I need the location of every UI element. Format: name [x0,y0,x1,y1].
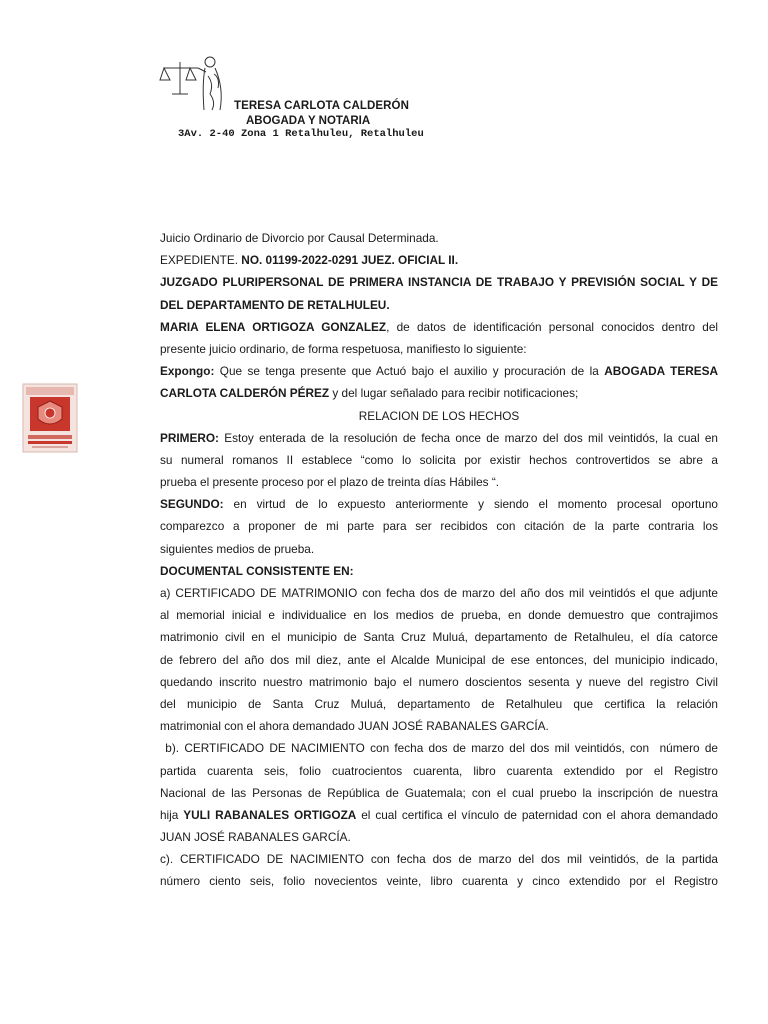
child-name: YULI RABANALES ORTIGOZA [183,807,357,822]
expongo-label: Expongo: [160,364,215,379]
segundo-line-3: siguientes medios de prueba. [160,541,315,556]
documental-heading: DOCUMENTAL CONSISTENTE EN: [160,563,354,578]
item-a-line: al memorial inicial e individualice en los medios de prueba, en donde demuestro que contrajimos [160,608,718,623]
party-name: MARIA ELENA ORTIGOZA GONZALEZ [160,319,387,334]
court-line-2: DEL DEPARTAMENTO DE RETALHULEU. [160,297,390,312]
item-a-line: quedando inscrito nuestro matrimonio bajo el numero doscientos sesenta y nueve del registro Civil [160,674,718,689]
segundo-line-2: comparezco a proponer de mi parte para ser recibidos con citación de la parte contraria los [160,519,718,534]
item-b-line: b). CERTIFICADO DE NACIMIENTO con fecha dos de marzo del dos mil veintidós, con número de [160,741,718,756]
item-b-line: Nacional de las Personas de República de Guatemala; con el cual pruebo la inscripción de nuestra [160,785,718,800]
case-type-line: Juicio Ordinario de Divorcio por Causal Determinada. [160,231,439,245]
expediente-label: EXPEDIENTE [160,253,235,268]
document-body [160,227,718,893]
intro-line-2: presente juicio ordinario, de forma respetuosa, manifiesto lo siguiente: [160,341,527,356]
court-line-1: JUZGADO PLURIPERSONAL DE PRIMERA INSTANCIA DE TRABAJO Y PREVISIÓN SOCIAL Y DE [160,275,718,290]
expongo-line-1: Expongo: Que se tenga presente que Actuó bajo el auxilio y procuración de la ABOGADA TERESA [160,364,718,379]
item-b-line-hija: hija YULI RABANALES ORTIGOZA el cual certifica el vínculo de paternidad con el ahora demandado [160,807,718,822]
case-type: Juicio Ordinario de Divorcio por Causal Determinada [160,231,436,245]
expongo-line-2: CARLOTA CALDERÓN PÉREZ y del lugar señalado para recibir notificaciones; [160,386,579,401]
primero-label: PRIMERO: [160,430,219,445]
section-title: RELACION DE LOS HECHOS [358,408,520,423]
item-a-line: de febrero del año dos mil diez, ante el Alcalde Municipal de ese entonces, del municipio indicado, [160,652,718,667]
letterhead-name: TERESA CARLOTA CALDERÓN [234,100,410,112]
primero-line-3: prueba el presente proceso por el plazo de treinta días Hábiles “. [160,475,500,490]
item-c-line: número ciento seis, folio novecientos veinte, libro cuarenta y cinco extendido por el Registro [160,874,718,889]
letterhead-address: 3Av. 2-40 Zona 1 Retalhuleu, Retalhuleu [178,128,424,140]
item-a-line: matrimonial con el ahora demandado JUAN JOSÉ RABANALES GARCÍA. [160,719,549,734]
scales-of-justice-logo [158,54,236,112]
item-c-line: c). CERTIFICADO DE NACIMIENTO con fecha dos de marzo del dos mil veintidós, de la partida [160,852,718,867]
letterhead-title: ABOGADA Y NOTARIA [246,115,371,127]
item-a-line: matrimonio civil en el municipio de Santa Cruz Muluá, departamento de Retalhuleu, el día catorce [160,630,718,645]
expediente-number: NO. 01199-2022-0291 JUEZ. OFICIAL II. [241,253,459,268]
segundo-label: SEGUNDO: [160,497,224,512]
item-a-line: a) CERTIFICADO DE MATRIMONIO con fecha dos de marzo del año dos mil veintidós el que adjunte [160,586,718,600]
expediente-line: EXPEDIENTE. NO. 01199-2022-0291 JUEZ. OFICIAL II. [160,253,459,268]
item-b-line: JUAN JOSÉ RABANALES GARCÍA. [160,830,351,845]
timbre-forense-stamp [22,383,78,453]
primero-line-1: PRIMERO: Estoy enterada de la resolución de fecha once de marzo del dos mil veintidós, la cual en [160,430,718,445]
item-a-line: del municipio de Santa Cruz Muluá, departamento de Retalhuleu que certifica la relación [160,696,718,711]
intro-line-1: MARIA ELENA ORTIGOZA GONZALEZ, de datos de identificación personal conocidos dentro del [160,319,718,334]
item-b-line: partida cuarenta seis, folio cuatrocientos cuarenta, libro cuarenta extendido por el Registro [160,763,718,778]
primero-line-2: su numeral romanos II establece “como lo solicita por existir hechos controvertidos se abre a [160,452,718,467]
segundo-line-1: SEGUNDO: en virtud de lo expuesto anteriormente y siendo el momento procesal oportuno [160,497,718,512]
